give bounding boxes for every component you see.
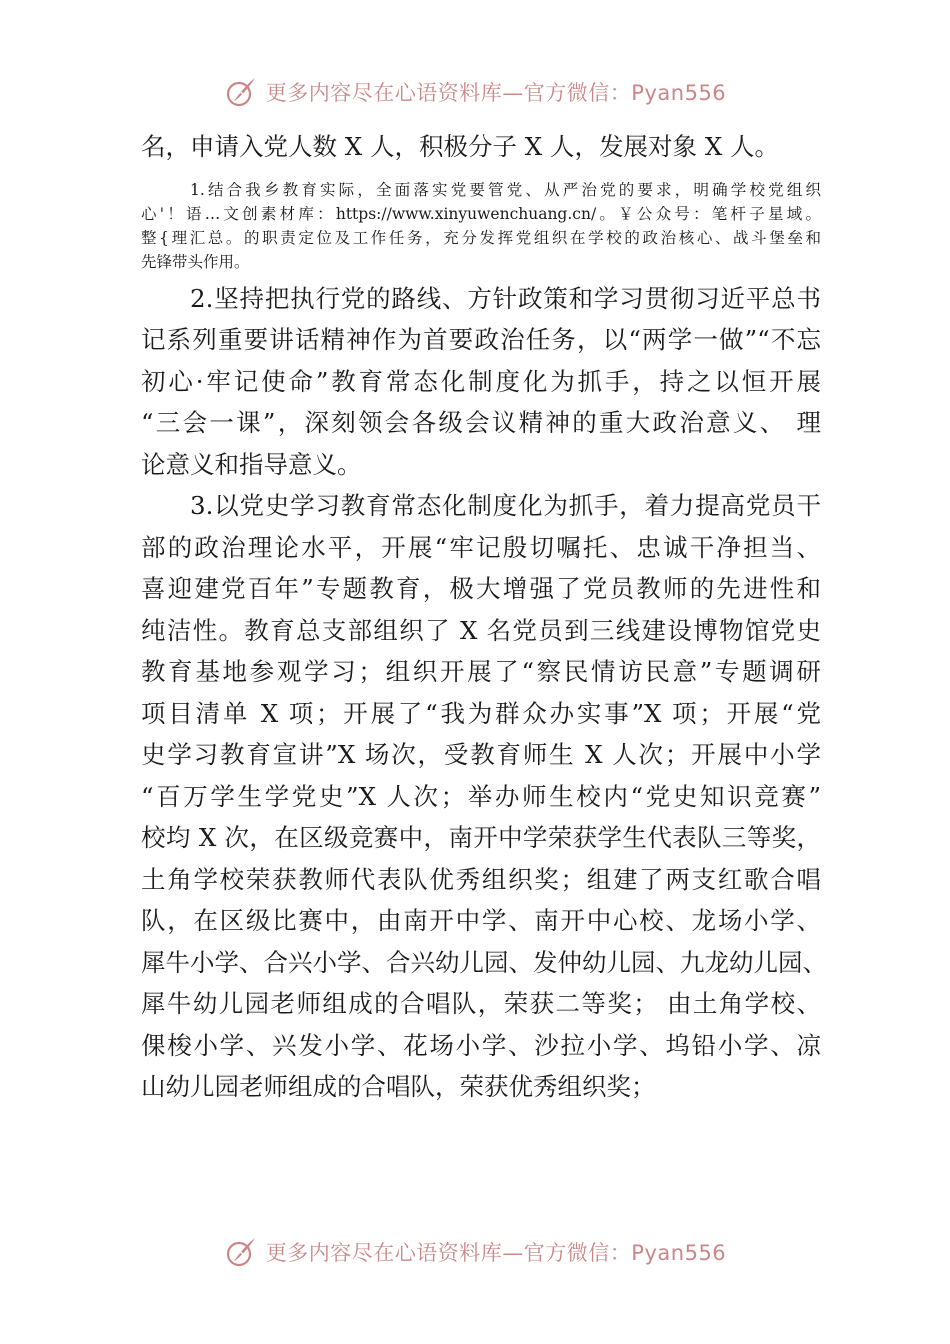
text-line: 喜迎建党百年”专题教育，极大增强了党员教师的先进性和 [141,574,821,603]
watermark-text: 更多内容尽在心语资料库—官方微信：Pyan556 [265,1241,727,1265]
text-line: 3.以党史学习教育常态化制度化为抓手，着力提高党员干 [190,491,821,520]
text-line: 名，申请入党人数 X 人，积极分子 X 人，发展对象 X 人。 [141,132,780,161]
paragraph-item-3 [141,485,827,1108]
text-line: 部的政治理论水平，开展“牢记殷切嘱托、忠诚干净担当、 [141,532,821,562]
document-body [141,126,827,1108]
paragraph-item-2 [141,278,821,486]
watermark-text: 更多内容尽在心语资料库—官方微信：Pyan556 [265,81,727,105]
footer-watermark [0,1230,950,1274]
text-line: 倮梭小学、兴发小学、花场小学、沙拉小学、坞铅小学、凉 [141,1030,821,1060]
header-watermark [0,70,950,114]
text-line: 记系列重要讲话精神作为首要政治任务，以“两学一做”“不忘 [141,325,821,354]
text-line: 论意义和指导意义。 [141,449,362,479]
text-line: 犀牛小学、合兴小学、合兴幼儿园、发仲幼儿园、九龙幼儿园、 [141,947,827,977]
quill-circle-logo-icon [224,75,258,109]
text-line: 犀牛幼儿园老师组成的合唱队，荣获二等奖； 由土角学校、 [141,989,821,1018]
quill-circle-logo-icon [224,1235,258,1269]
text-line: 1.结合我乡教育实际，全面落实党要管党、从严治党的要求，明确学校党组织 [190,180,821,199]
paragraph-item-1 [141,178,821,274]
text-line: 先锋带头作用。 [141,252,250,271]
text-line: “百万学生学党史”X 人次；举办师生校内“党史知识竞赛” [141,781,821,811]
text-line: 心'！语…文创素材库：https://www.xinyuwenchuang.cn/。￥公众号：笔杆子星域。 [141,204,821,223]
text-line: 初心·牢记使命”教育常态化制度化为抓手，持之以恒开展 [141,366,821,396]
text-line: 校均 X 次，在区级竞赛中，南开中学荣获学生代表队三等奖， [141,823,821,852]
text-line: 队，在区级比赛中，由南开中学、南开中心校、龙场小学、 [141,906,821,935]
text-line: 史学习教育宣讲”X 场次，受教育师生 X 人次；开展中小学 [141,740,821,769]
text-line: 教育基地参观学习；组织开展了“察民情访民意”专题调研 [141,657,821,686]
paragraph-continuation [141,126,821,168]
text-line: 山幼儿园老师组成的合唱队，荣获优秀组织奖； [141,1072,656,1101]
text-line: “三会一课”，深刻领会各级会议精神的重大政治意义、 理 [141,408,821,437]
text-line: 整{理汇总。的职责定位及工作任务，充分发挥党组织在学校的政治核心、战斗堡垒和 [141,228,821,247]
text-line: 项目清单 X 项；开展了“我为群众办实事”X 项；开展“党 [141,698,821,728]
text-line: 土角学校荣获教师代表队优秀组织奖；组建了两支红歌合唱 [141,864,821,894]
text-line: 2.坚持把执行党的路线、方针政策和学习贯彻习近平总书 [190,283,821,313]
text-line: 纯洁性。教育总支部组织了 X 名党员到三线建设博物馆党史 [141,615,821,645]
